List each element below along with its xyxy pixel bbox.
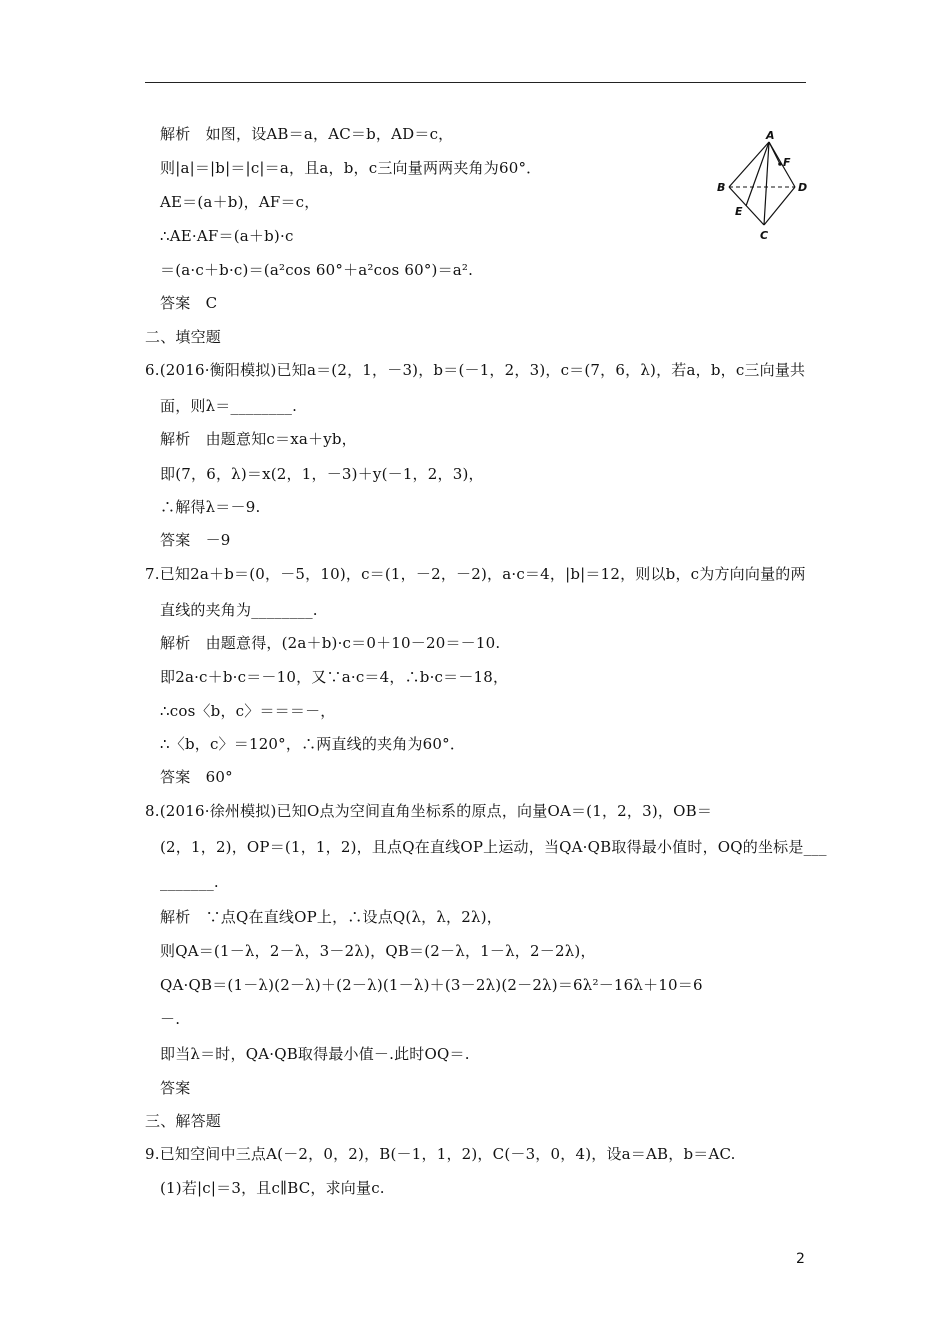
text-line: 解析 如图，设AB＝a，AC＝b，AD＝c， (160, 125, 454, 143)
edge-ab (729, 142, 769, 187)
text-line: 8.(2016·徐州模拟)已知O点为空间直角坐标系的原点，向量OA＝(1，2，3)，OB＝ (145, 802, 713, 820)
text-line: 解析 由题意得，(2a＋b)·c＝0＋10－20＝－10. (160, 634, 501, 652)
label-e: E (735, 205, 743, 218)
label-a: A (766, 129, 775, 142)
text-line: (2，1，2)，OP＝(1，1，2)，且点Q在直线OP上运动，当QA·QB取得最小值时，OQ的坐标是___ (160, 838, 827, 856)
text-line: －. (160, 1010, 181, 1028)
tetrahedron-figure (712, 128, 812, 248)
edge-cd (764, 187, 795, 225)
text-line: 解析 由题意知c＝xa＋yb， (160, 430, 357, 448)
text-line: 答案 60° (160, 768, 233, 786)
text-line: QA·QB＝(1－λ)(2－λ)＋(2－λ)(1－λ)＋(3－2λ)(2－2λ)＝6λ²－16λ＋10＝6 (160, 976, 703, 994)
text-line: ＝(a·c＋b·c)＝(a²cos 60°＋a²cos 60°)＝a². (160, 261, 474, 279)
header-rule (145, 82, 806, 83)
label-f: F (783, 156, 791, 169)
text-line: 解析 ∵点Q在直线OP上，∴设点Q(λ，λ，2λ)， (160, 908, 502, 926)
text-line: _______. (160, 873, 219, 891)
label-d: D (798, 181, 808, 194)
text-line: 7.已知2a＋b＝(0，－5，10)，c＝(1，－2，－2)，a·c＝4，|b|＝12，则以b，c为方向向量的两 (145, 565, 806, 583)
page-number: 2 (796, 1251, 805, 1267)
label-b: B (717, 181, 726, 194)
point-f (778, 162, 782, 166)
text-line: 直线的夹角为________. (160, 601, 318, 619)
text-line: 二、填空题 (145, 328, 222, 346)
text-line: (1)若|c|＝3，且c∥BC，求向量c. (160, 1179, 385, 1197)
text-line: 则QA＝(1－λ，2－λ，3－2λ)，QB＝(2－λ，1－λ，2－2λ)， (160, 942, 596, 960)
text-line: 三、解答题 (145, 1112, 222, 1130)
text-line: AE＝(a＋b)，AF＝c， (160, 193, 320, 211)
text-line: 答案 C (160, 294, 218, 312)
text-line: ∴解得λ＝－9. (160, 498, 261, 516)
text-line: ∴cos〈b，c〉＝＝＝－， (160, 702, 336, 720)
segment-af (769, 142, 780, 164)
text-line: 面，则λ＝________. (160, 397, 298, 415)
text-line: 即当λ＝时，QA·QB取得最小值－.此时OQ＝. (160, 1045, 470, 1063)
text-line: 9.已知空间中三点A(－2，0，2)，B(－1，1，2)，C(－3，0，4)，设a＝AB，b＝AC. (145, 1145, 736, 1163)
text-line: 即(7，6，λ)＝x(2，1，－3)＋y(－1，2，3)， (160, 465, 484, 483)
text-line: ∴AE·AF＝(a＋b)·c (160, 227, 294, 245)
tetrahedron-diagram (712, 128, 812, 248)
text-line: 答案 －9 (160, 531, 231, 549)
text-line: 答案 (160, 1079, 191, 1097)
text-line: 则|a|＝|b|＝|c|＝a，且a，b，c三向量两两夹角为60°． (160, 159, 542, 177)
label-c: C (760, 229, 769, 242)
text-line: ∴〈b，c〉＝120°，∴两直线的夹角为60°． (160, 735, 466, 753)
text-line: 即2a·c＋b·c＝－10，又∵a·c＝4，∴b·c＝－18， (160, 668, 509, 686)
text-line: 6.(2016·衡阳模拟)已知a＝(2，1，－3)，b＝(－1，2，3)，c＝(7，6，λ)，若a，b，c三向量共 (145, 361, 806, 379)
